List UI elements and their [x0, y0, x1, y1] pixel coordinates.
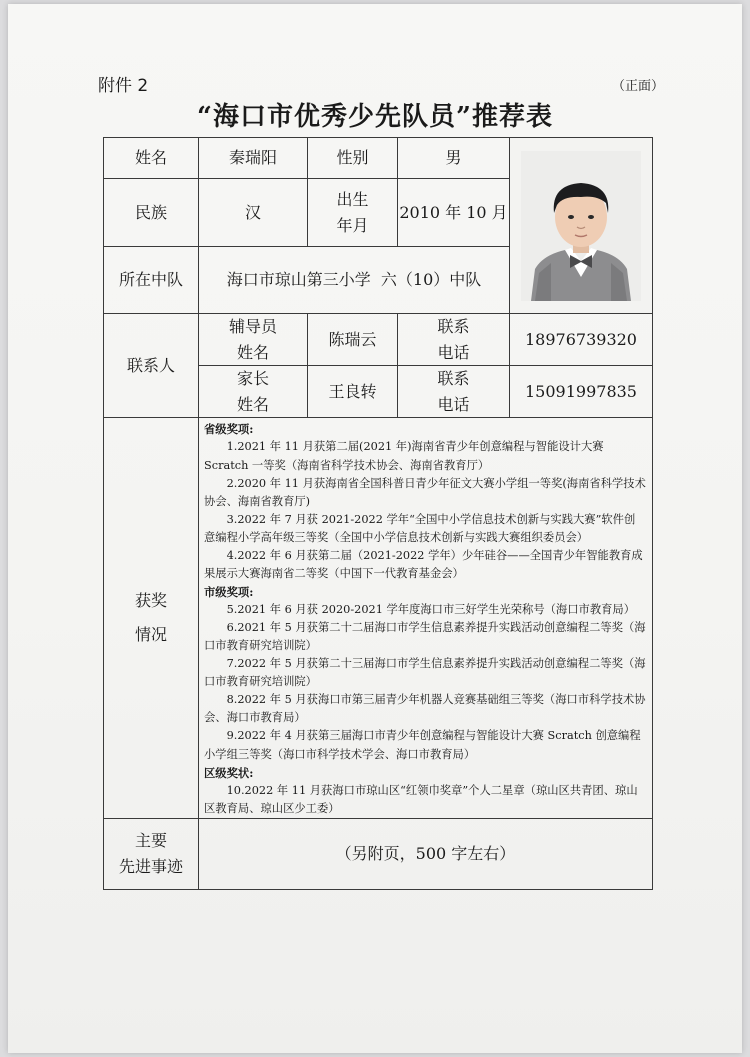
- squad-label: 所在中队: [104, 247, 199, 314]
- birth-label: [308, 179, 398, 247]
- parent-label-line-1: 家长: [236, 369, 269, 389]
- awards-label-line-2: 情况: [134, 625, 167, 645]
- counselor-phone-label: [398, 314, 510, 366]
- award-category: 区级奖状:: [204, 765, 254, 780]
- contact-label: 联系人: [104, 314, 199, 418]
- name-value: 秦瑞阳: [199, 138, 308, 179]
- deeds-value: （另附页，500 字左右）: [199, 818, 653, 889]
- award-category: 省级奖项:: [204, 422, 254, 437]
- phone-label-line-2: 电话: [437, 394, 470, 414]
- deeds-label-line-1: 主要: [134, 831, 167, 851]
- award-group-provincial: [204, 420, 646, 583]
- ethnicity-value: 汉: [199, 179, 308, 247]
- award-item: 7.2022 年 5 月获第二十三届海口市学生信息素养提升实践活动创意编程二等奖（海口市教育研究培训院）: [204, 657, 646, 689]
- award-item: 4.2022 年 6 月获第二届（2021-2022 学年）少年硅谷——全国青少年智能教育成果展示大赛海南省二等奖（中国下一代教育基金会）: [204, 548, 643, 580]
- squad-value: 海口市琼山第三小学 六（10）中队: [199, 247, 510, 314]
- counselor-label-line-2: 姓名: [236, 342, 269, 362]
- award-item: 5.2021 年 6 月获 2020-2021 学年度海口市三好学生光荣称号（海口市教育局）: [226, 603, 636, 616]
- gender-value: 男: [398, 138, 510, 179]
- parent-phone-label: [398, 366, 510, 418]
- award-item: 6.2021 年 5 月获第二十二届海口市学生信息素养提升实践活动创意编程二等奖（海口市教育研究培训院）: [204, 621, 646, 653]
- parent-phone: 15091997835: [510, 366, 653, 418]
- award-item: 10.2022 年 11 月获海口市琼山区“红领巾奖章”个人二星章（琼山区共青团、琼山区教育局、琼山区少工委）: [204, 783, 638, 815]
- birth-label-line-1: 出生: [336, 189, 369, 209]
- award-item: 2.2020 年 11 月获海南省全国科普日青少年征文大赛小学组一等奖(海南省科学技术协会、海南省教育厅): [204, 476, 646, 508]
- ethnicity-label: 民族: [104, 179, 199, 247]
- phone-label-line-1: 联系: [437, 317, 470, 336]
- parent-name: 王良转: [308, 366, 398, 418]
- counselor-name: 陈瑞云: [308, 314, 398, 366]
- student-photo: [521, 151, 641, 301]
- parent-label: [199, 366, 308, 418]
- recommendation-form: [103, 137, 653, 890]
- awards-label: [104, 418, 199, 818]
- deeds-label-line-2: 先进事迹: [118, 856, 183, 876]
- award-group-district: [204, 764, 646, 818]
- photo-cell: [510, 138, 653, 314]
- birth-label-line-2: 年月: [336, 215, 369, 235]
- student-portrait-image: [521, 151, 641, 301]
- award-category: 市级奖项:: [204, 584, 254, 599]
- name-label: 姓名: [104, 138, 199, 179]
- award-group-municipal: [204, 583, 646, 764]
- parent-label-line-2: 姓名: [236, 394, 269, 414]
- award-item: 1.2021 年 11 月获第二届(2021 年)海南省青少年创意编程与智能设计大赛 Scratch 一等奖（海南省科学技术协会、海南省教育厅）: [204, 440, 604, 472]
- counselor-label-line-1: 辅导员: [228, 317, 277, 336]
- awards-list: [199, 418, 653, 818]
- gender-label: 性别: [308, 138, 398, 179]
- phone-label-line-1: 联系: [437, 369, 470, 389]
- award-item: 8.2022 年 5 月获海口市第三届青少年机器人竞赛基础组三等奖（海口市科学技术协会、海口市教育局）: [204, 693, 646, 725]
- page-title: “海口市优秀少先队员”推荐表: [197, 102, 553, 132]
- side-label: （正面）: [612, 79, 665, 94]
- counselor-label: [199, 314, 308, 366]
- deeds-label: [104, 818, 199, 889]
- award-item: 3.2022 年 7 月获 2021-2022 学年“全国中小学信息技术创新与实践大赛”软件创意编程小学高年级三等奖（全国中小学信息技术创新与实践大赛组织委员会）: [204, 512, 636, 544]
- awards-label-line-1: 获奖: [134, 591, 167, 611]
- attachment-label: 附件 2: [98, 76, 149, 96]
- award-item: 9.2022 年 4 月获第三届海口市青少年创意编程与智能设计大赛 Scratch 创意编程小学组三等奖（海口市科学技术学会、海口市教育局）: [204, 729, 641, 761]
- phone-label-line-2: 电话: [437, 342, 470, 362]
- counselor-phone: 18976739320: [510, 314, 653, 366]
- birth-value: 2010 年 10 月: [398, 179, 510, 247]
